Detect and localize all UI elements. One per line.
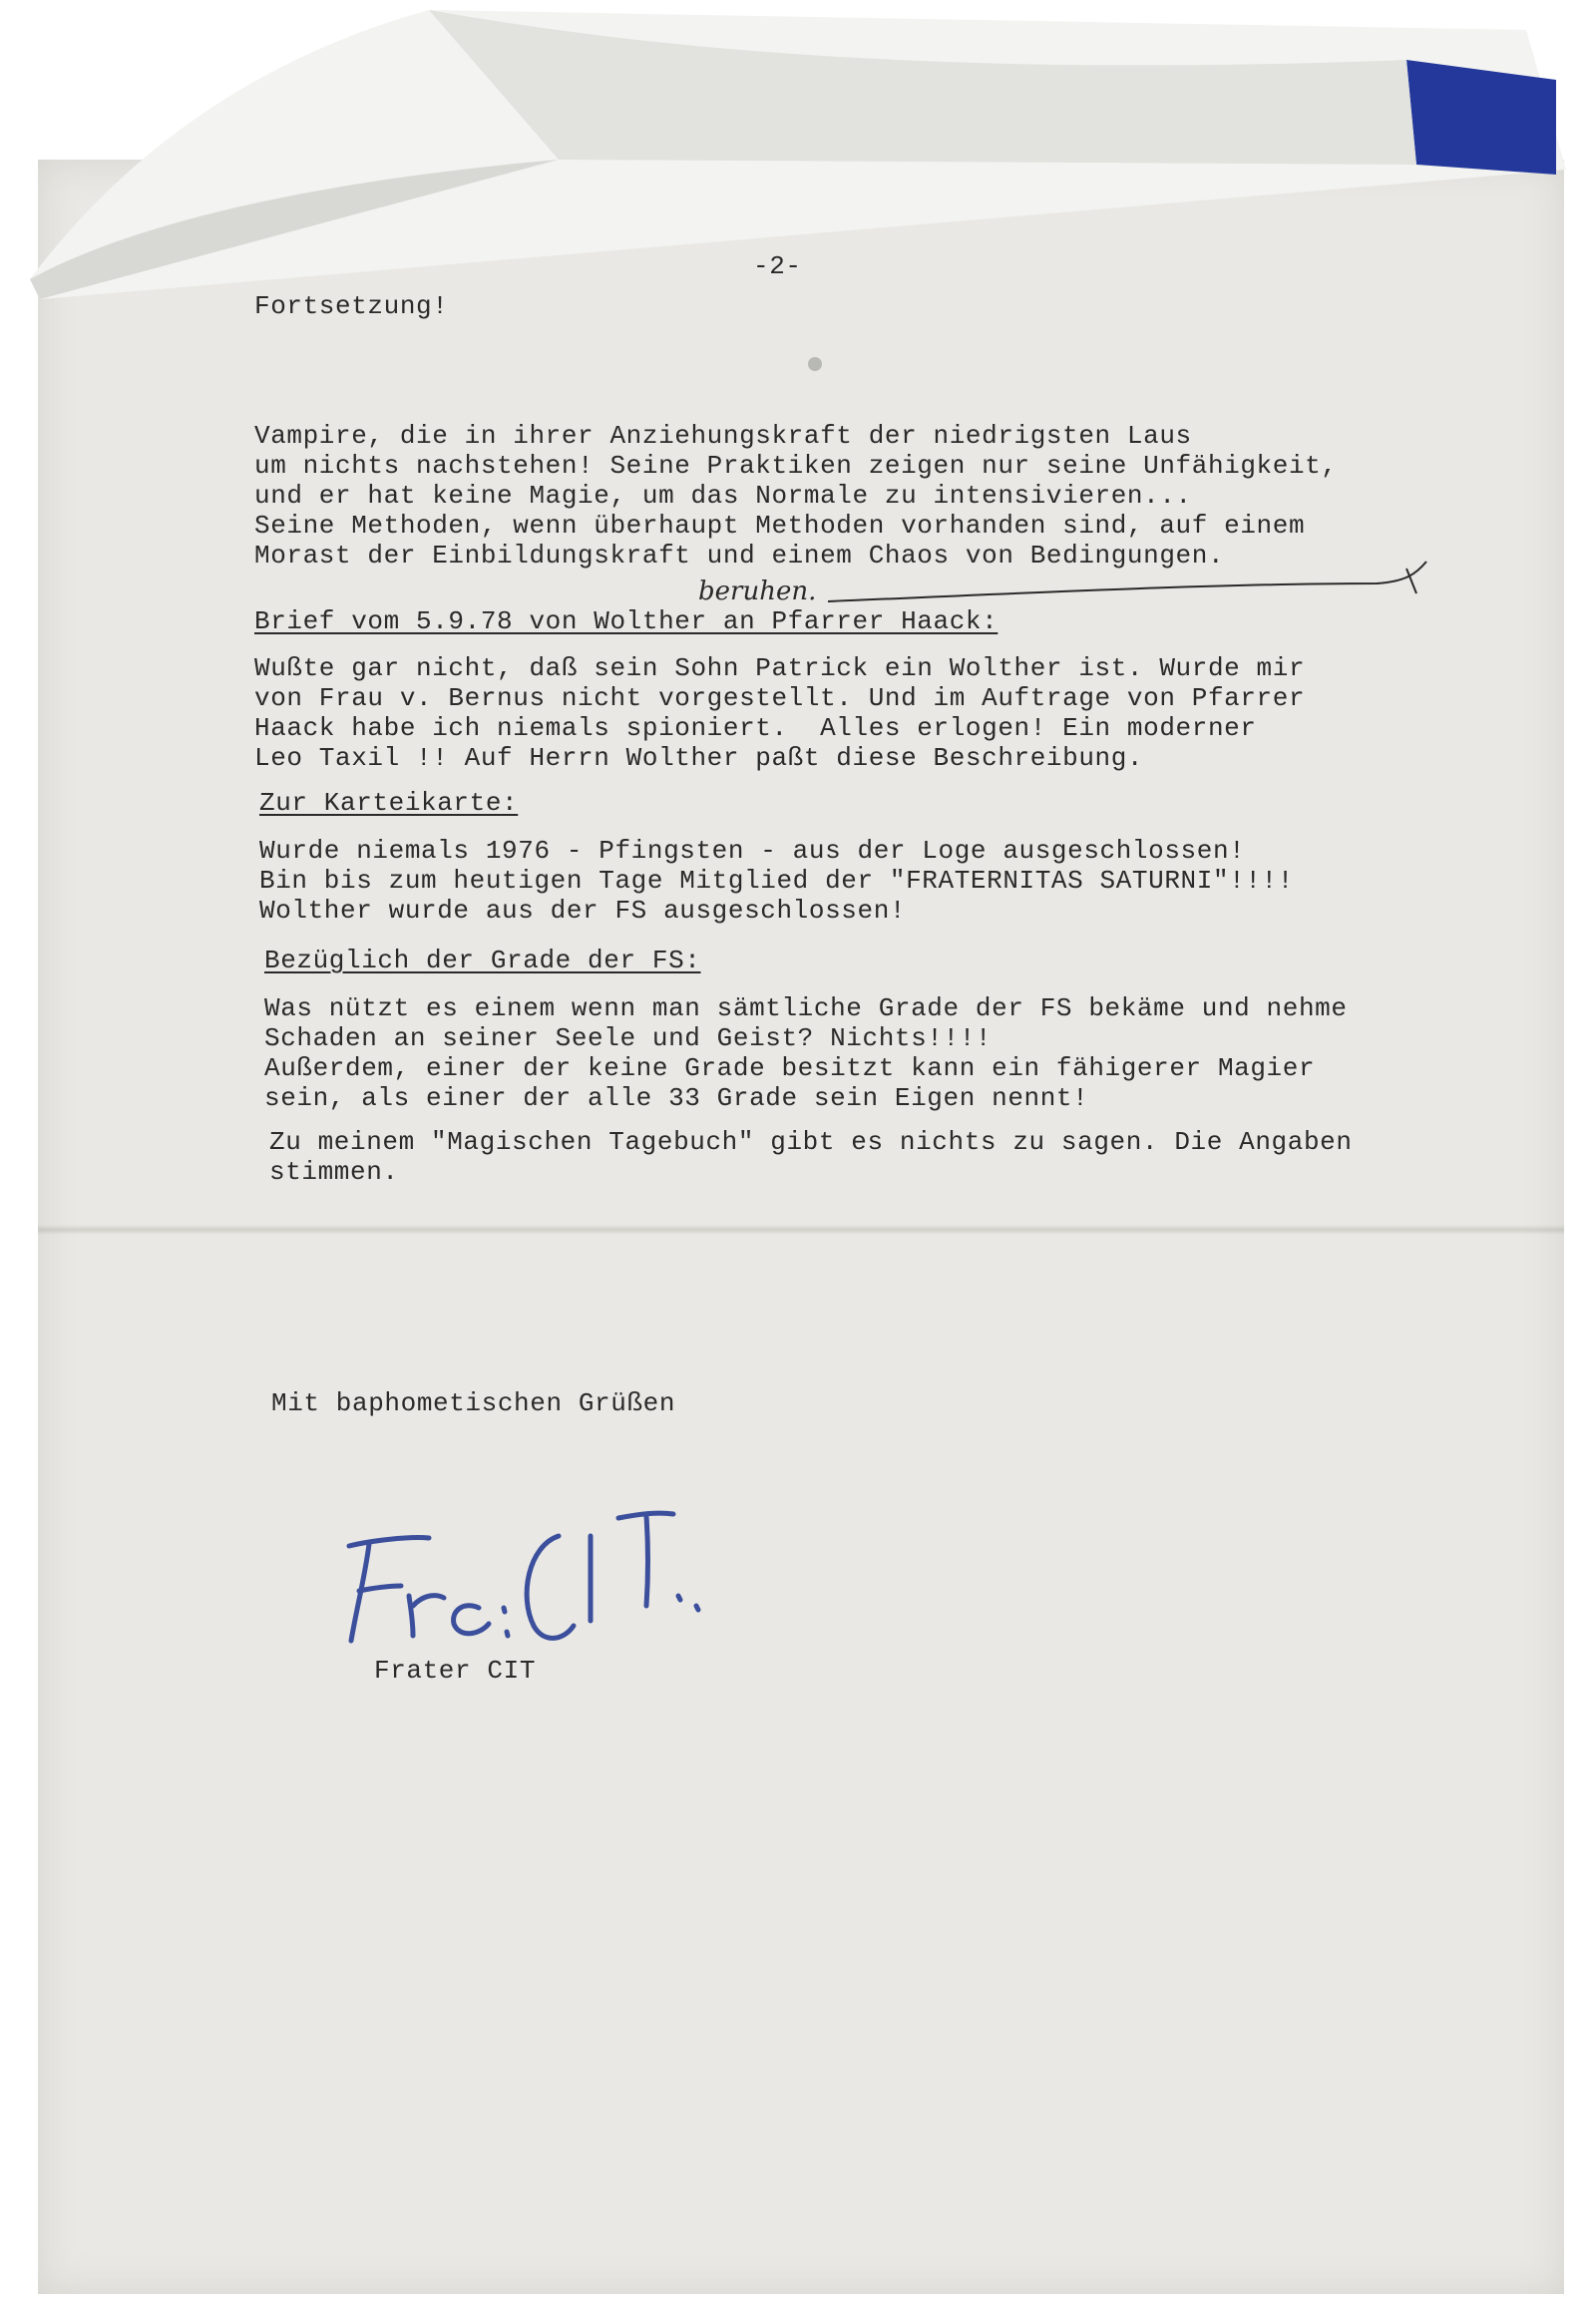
closing-greeting: Mit baphometischen Grüßen [271, 1388, 676, 1418]
text-line: Haack habe ich niemals spioniert. Alles erlogen! Ein moderner [254, 713, 1257, 743]
text-line: Außerdem, einer der keine Grade besitzt kann ein fähigerer Magier [264, 1053, 1316, 1083]
text-line: sein, als einer der alle 33 Grade sein Eigen nennt! [264, 1083, 1089, 1113]
text-line: stimmen. [269, 1157, 399, 1187]
typed-signature-name: Frater CIT [374, 1656, 537, 1686]
text-line: Wurde niemals 1976 - Pfingsten - aus der Loge ausgeschlossen! [259, 836, 1246, 866]
text-line: und er hat keine Magie, um das Normale zu intensivieren... [254, 481, 1192, 511]
text-line: Morast der Einbildungskraft und einem Chaos von Bedingungen. [254, 541, 1225, 571]
section-heading-karteikarte: Zur Karteikarte: [259, 788, 519, 818]
text-line: Zu meinem "Magischen Tagebuch" gibt es nichts zu sagen. Die Angaben [269, 1127, 1353, 1157]
text-line: Wolther wurde aus der FS ausgeschlossen! [259, 896, 907, 926]
text-line: Wußte gar nicht, daß sein Sohn Patrick ein Wolther ist. Wurde mir [254, 653, 1306, 683]
paper-fold-crease [38, 1225, 1564, 1235]
handwritten-insert: beruhen. [698, 576, 817, 606]
text-line: Bin bis zum heutigen Tage Mitglied der "FRATERNITAS SATURNI"!!!! [259, 866, 1294, 896]
text-line: Schaden an seiner Seele und Geist? Nichts!!!! [264, 1023, 993, 1053]
text-line: von Frau v. Bernus nicht vorgestellt. Und im Auftrage von Pfarrer [254, 683, 1306, 713]
text-line: Vampire, die in ihrer Anziehungskraft der niedrigsten Laus [254, 421, 1192, 451]
section-heading-brief: Brief vom 5.9.78 von Wolther an Pfarrer Haack: [254, 606, 998, 636]
text-line: Leo Taxil !! Auf Herrn Wolther paßt diese Beschreibung. [254, 743, 1144, 773]
section-heading-grade: Bezüglich der Grade der FS: [264, 946, 701, 975]
handwritten-signature [329, 1496, 768, 1666]
text-line: Was nützt es einem wenn man sämtliche Grade der FS bekäme und nehme [264, 993, 1348, 1023]
text-line: um nichts nachstehen! Seine Praktiken zeigen nur seine Unfähigkeit, [254, 451, 1338, 481]
handwritten-correction-stroke [818, 554, 1436, 613]
continuation-label: Fortsetzung! [254, 291, 449, 321]
paper-spot [808, 357, 822, 371]
page-number: -2- [753, 251, 802, 281]
text-line: Seine Methoden, wenn überhaupt Methoden vorhanden sind, auf einem [254, 511, 1306, 541]
